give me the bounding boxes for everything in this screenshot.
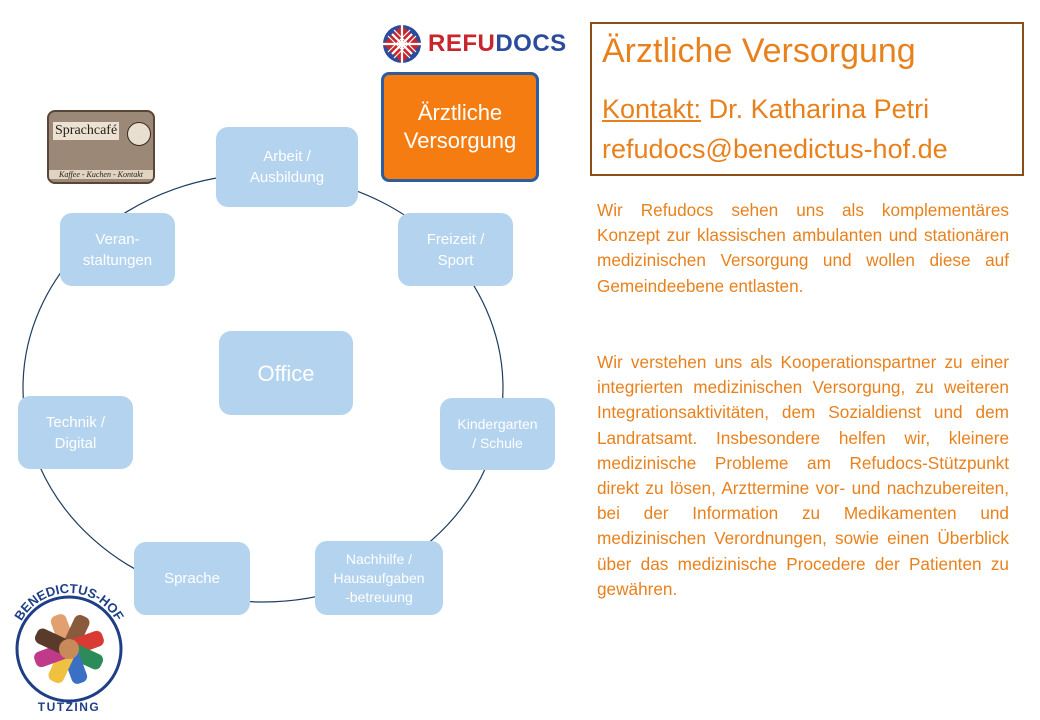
refudocs-wordmark: REFUDOCS [428,30,567,57]
node-kindergarten-label: Kindergarten / Schule [457,416,538,451]
aerztliche-versorgung-box[interactable] [381,72,539,182]
globe-icon [380,22,424,66]
sprachcafe-title: Sprachcafé [55,123,118,138]
page-title: Ärztliche Versorgung [602,32,916,70]
tutzing-text: TUTZING [37,700,101,714]
benedictus-hof-text: BENEDICTUS-HOF [11,583,127,624]
contact-email-link[interactable]: refudocs@benedictus-hof.de [602,134,948,164]
node-freizeit-label: Freizeit / Sport [426,230,485,269]
node-kindergarten[interactable] [440,398,555,470]
node-office-label: Office [257,360,315,386]
sprachcafe-logo [47,110,155,184]
contact-label: Kontakt: [602,94,702,124]
coffee-cup-icon [127,122,151,146]
sprachcafe-subtitle: Kaffee - Kuchen - Kontakt [49,170,153,179]
node-veranstaltungen-label: Veran- staltungen [82,230,153,269]
node-nachhilfe[interactable] [315,541,443,615]
node-arbeit[interactable] [216,127,358,207]
benedictus-hof-logo [5,583,133,715]
contact-name: Dr. Katharina Petri [701,94,930,124]
node-nachhilfe-label: Nachhilfe / Hausaufgaben -betreuung [333,550,425,605]
node-arbeit-label: Arbeit / Ausbildung [249,148,325,186]
contact-line [602,94,929,125]
aerztliche-versorgung-label: Ärztliche Versorgung [403,100,517,153]
node-freizeit[interactable] [398,213,513,286]
node-technik[interactable] [18,396,133,469]
node-veranstaltungen[interactable] [60,213,175,286]
intro-paragraph: Wir Refudocs sehen uns als komplementäres Konzept zur klassischen ambulanten und stationären medizinischen Versorgung und wollen diese auf Gemeindeebene entlasten. [597,200,1009,296]
node-sprache-label: Sprache [164,570,220,587]
node-sprache[interactable] [134,542,250,615]
cooperation-paragraph: Wir verstehen uns als Kooperationspartner zu einer integrierten medizinischen Versorgung, zu weiteren Integrationsaktivitäten, dem Sozialdienst und dem Landratsamt. Insbesondere helfen wir, kleinere medizinische Probleme am Refudocs-Stützpunkt direkt zu lösen, Arzttermine vor- und nachzubereiten, bei der Information zu Medikamenten und medizinischen Verordnungen, sowie einen Überblick über das medizinische Procedere der Patienten zu gewähren. [597,352,1009,599]
contact-header-box [590,22,1024,176]
node-office[interactable] [219,331,353,415]
refudocs-logo [380,22,567,66]
node-technik-label: Technik / Digital [45,413,106,452]
